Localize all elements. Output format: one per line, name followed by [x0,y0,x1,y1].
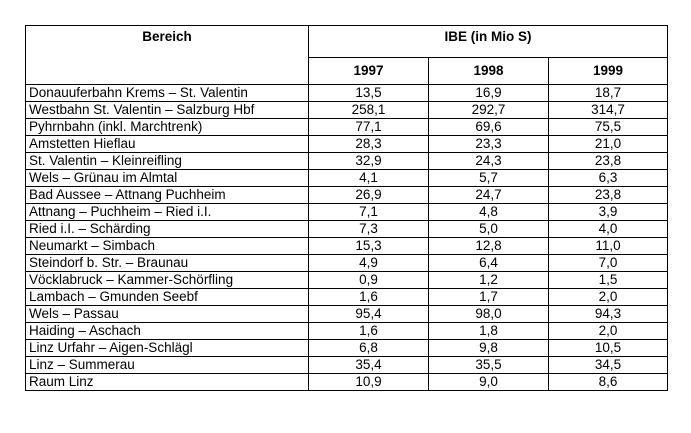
row-value-1999: 11,0 [549,238,668,255]
row-value-1997: 10,9 [309,374,429,391]
table-row [26,153,668,170]
row-value-1999: 10,5 [549,340,668,357]
table-row [26,272,668,289]
row-value-1998: 9,0 [429,374,549,391]
row-value-1998: 9,8 [429,340,549,357]
table-row [26,374,668,391]
table-row [26,323,668,340]
row-value-1998: 24,7 [429,187,549,204]
row-value-1998: 69,6 [429,119,549,136]
table-row [26,119,668,136]
row-value-1999: 314,7 [549,102,668,119]
row-value-1998: 24,3 [429,153,549,170]
row-region-name: Wels – Passau [26,306,309,323]
row-value-1997: 6,8 [309,340,429,357]
header-row [26,26,668,58]
row-value-1999: 18,7 [549,85,668,102]
row-value-1999: 23,8 [549,187,668,204]
row-value-1998: 4,8 [429,204,549,221]
row-value-1997: 7,1 [309,204,429,221]
row-value-1997: 13,5 [309,85,429,102]
row-region-name: Linz Urfahr – Aigen-Schlägl [26,340,309,357]
row-region-name: Westbahn St. Valentin – Salzburg Hbf [26,102,309,119]
row-region-name: Haiding – Aschach [26,323,309,340]
row-value-1997: 4,9 [309,255,429,272]
table-row [26,102,668,119]
table-row [26,289,668,306]
row-value-1999: 2,0 [549,289,668,306]
row-value-1997: 15,3 [309,238,429,255]
row-value-1999: 23,8 [549,153,668,170]
row-value-1998: 23,3 [429,136,549,153]
row-value-1999: 8,6 [549,374,668,391]
table-row [26,221,668,238]
table-row [26,85,668,102]
table-row [26,306,668,323]
row-value-1997: 35,4 [309,357,429,374]
row-value-1999: 75,5 [549,119,668,136]
table-row [26,170,668,187]
row-value-1999: 3,9 [549,204,668,221]
row-value-1998: 1,7 [429,289,549,306]
row-value-1997: 1,6 [309,289,429,306]
row-region-name: Vöcklabruck – Kammer-Schörfling [26,272,309,289]
row-value-1998: 35,5 [429,357,549,374]
row-region-name: Bad Aussee – Attnang Puchheim [26,187,309,204]
row-value-1999: 7,0 [549,255,668,272]
table-row [26,238,668,255]
row-region-name: Neumarkt – Simbach [26,238,309,255]
row-value-1997: 4,1 [309,170,429,187]
header-bereich: Bereich [26,26,309,85]
row-value-1998: 16,9 [429,85,549,102]
table-row [26,255,668,272]
header-year-1999: 1999 [549,58,668,85]
row-region-name: St. Valentin – Kleinreifling [26,153,309,170]
row-value-1997: 28,3 [309,136,429,153]
row-value-1997: 32,9 [309,153,429,170]
row-value-1997: 1,6 [309,323,429,340]
table-row [26,340,668,357]
row-value-1997: 77,1 [309,119,429,136]
row-region-name: Amstetten Hieflau [26,136,309,153]
row-region-name: Lambach – Gmunden Seebf [26,289,309,306]
row-region-name: Donauuferbahn Krems – St. Valentin [26,85,309,102]
row-value-1998: 292,7 [429,102,549,119]
table-row [26,187,668,204]
row-region-name: Ried i.I. – Schärding [26,221,309,238]
row-value-1997: 95,4 [309,306,429,323]
table-body [26,85,668,391]
header-year-1998: 1998 [429,58,549,85]
row-region-name: Raum Linz [26,374,309,391]
ibe-table [25,25,668,391]
row-region-name: Wels – Grünau im Almtal [26,170,309,187]
row-value-1998: 5,0 [429,221,549,238]
row-value-1998: 1,2 [429,272,549,289]
row-region-name: Linz – Summerau [26,357,309,374]
row-value-1998: 12,8 [429,238,549,255]
row-value-1999: 94,3 [549,306,668,323]
table-row [26,357,668,374]
row-region-name: Steindorf b. Str. – Braunau [26,255,309,272]
row-value-1997: 258,1 [309,102,429,119]
table-row [26,136,668,153]
row-value-1999: 6,3 [549,170,668,187]
table-row [26,204,668,221]
row-value-1999: 21,0 [549,136,668,153]
row-value-1999: 4,0 [549,221,668,238]
row-value-1998: 1,8 [429,323,549,340]
header-year-1997: 1997 [309,58,429,85]
row-value-1997: 26,9 [309,187,429,204]
row-region-name: Pyhrnbahn (inkl. Marchtrenk) [26,119,309,136]
row-value-1998: 5,7 [429,170,549,187]
row-value-1998: 98,0 [429,306,549,323]
header-ibe: IBE (in Mio S) [309,26,668,58]
row-value-1999: 2,0 [549,323,668,340]
row-value-1998: 6,4 [429,255,549,272]
row-region-name: Attnang – Puchheim – Ried i.I. [26,204,309,221]
row-value-1999: 34,5 [549,357,668,374]
row-value-1997: 7,3 [309,221,429,238]
row-value-1997: 0,9 [309,272,429,289]
row-value-1999: 1,5 [549,272,668,289]
